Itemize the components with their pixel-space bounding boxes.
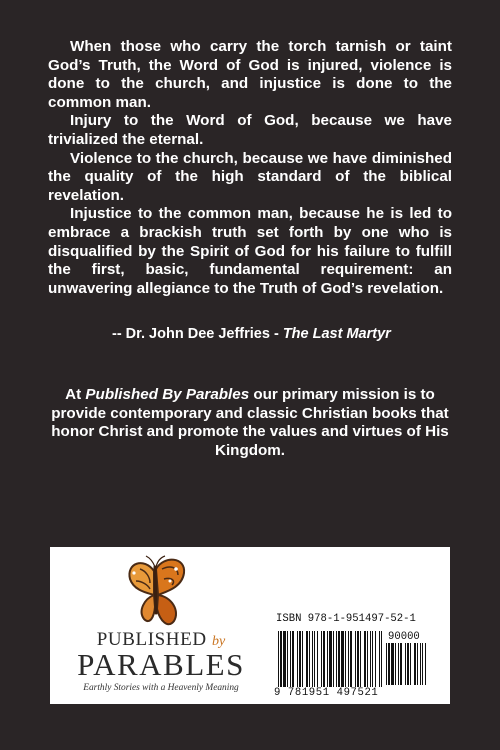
back-cover-quote — [48, 38, 452, 298]
ean-barcode — [278, 631, 382, 687]
logo-published-text: PUBLISHED by — [96, 629, 226, 650]
logo-parables-text: PARABLES — [77, 647, 245, 682]
quote-paragraph: Injustice to the common man, because he is led to embrace a brackish truth set forth by one who is disqualified by the Spirit of God for his failure to fulfill the first, basic, fundamental requirement: an unwavering allegiance to the Truth of God’s revelation. — [48, 205, 452, 297]
attribution-author: -- Dr. John Dee Jeffries - — [112, 326, 283, 342]
barcode-digits: 9 781951 497521 — [274, 687, 379, 699]
logo-by-text: by — [212, 634, 226, 649]
logo-tagline: Earthly Stories with a Heavenly Meaning — [83, 683, 239, 693]
publisher-barcode-panel — [50, 547, 450, 704]
mission-statement — [48, 386, 452, 460]
quote-attribution — [112, 326, 391, 342]
mission-lead: At — [65, 386, 86, 403]
butterfly-icon — [120, 555, 190, 633]
isbn-text: ISBN 978-1-951497-52-1 — [276, 613, 416, 625]
publisher-logo — [68, 555, 254, 699]
quote-paragraph: Violence to the church, because we have diminished the quality of the high standard of the biblical revelation. — [48, 149, 452, 204]
mission-text: our primary mission is to provide contemporary and classic Christian books that honor Christ and promote the values and virtues of His Kingdom. — [51, 386, 449, 459]
price-code: 90000 — [388, 631, 420, 643]
price-barcode — [386, 643, 428, 685]
quote-paragraph: When those who carry the torch tarnish or taint God’s Truth, the Word of God is injured, violence is done to the church, and injustice is done to the common man. — [48, 38, 452, 111]
attribution-book-title: The Last Martyr — [282, 326, 391, 342]
mission-brand: Published By Parables — [85, 386, 250, 403]
quote-paragraph: Injury to the Word of God, because we have trivialized the eternal. — [48, 112, 452, 148]
